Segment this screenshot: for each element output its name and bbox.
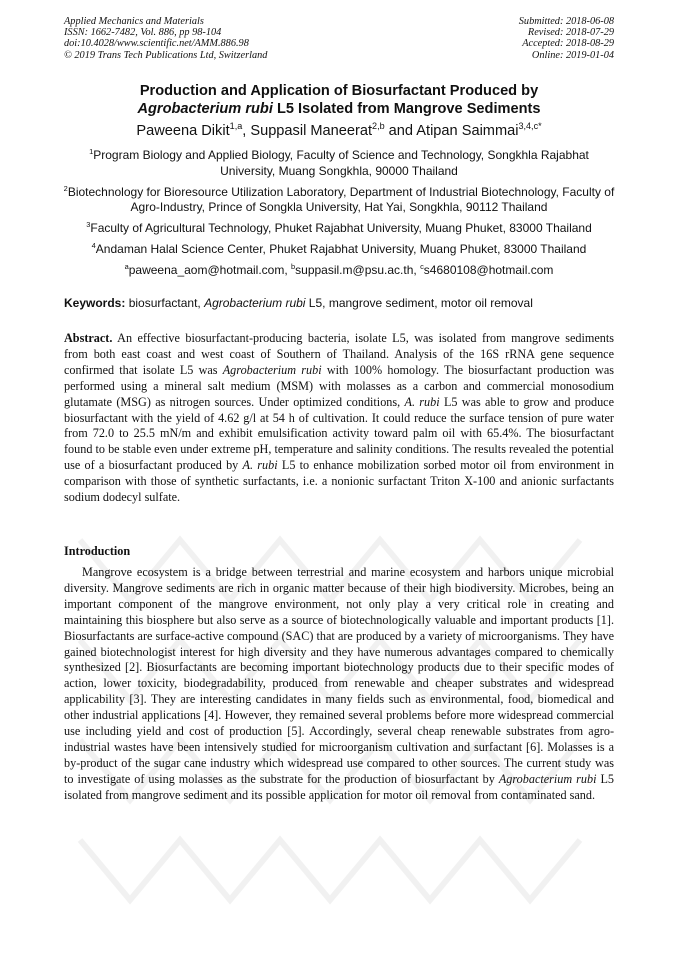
keywords-species: Agrobacterium rubi <box>204 296 306 310</box>
title-species: Agrobacterium rubi <box>137 101 273 117</box>
email-sup: a <box>124 262 129 271</box>
keywords-text: biosurfactant, <box>125 296 205 310</box>
abstract-text: with 100% homology. The biosurfactant production was performed using a mineral salt medium (MSM) with molasses as a carbon and commercial monosodium glutamate (MSG) as nitrogen sources. Under optimized conditions, <box>64 362 614 409</box>
accepted-date: Accepted: 2018-08-29 <box>522 38 614 50</box>
email-sup: c <box>420 262 424 271</box>
affiliation-sup: 2 <box>63 183 68 193</box>
submitted-date: Submitted: 2018-06-08 <box>518 16 614 27</box>
introduction-text: L5 isolated from mangrove sediment and its possible application for motor oil removal from contaminated sand. <box>64 771 614 802</box>
affiliation-text: Faculty of Agricultural Technology, Phuket Rajabhat University, Muang Phuket, 83000 Thailand <box>90 221 592 235</box>
title-line-2 <box>40 100 638 118</box>
author-name: Atipan Saimmai <box>416 123 519 139</box>
keywords-text-rest: L5, mangrove sediment, motor oil removal <box>305 296 533 310</box>
author-sup: 1,a <box>229 121 243 132</box>
affiliation-item <box>60 148 618 179</box>
email-link[interactable]: s4680108@hotmail.com <box>423 263 554 277</box>
journal-info <box>64 16 267 61</box>
publication-dates <box>519 16 614 61</box>
abstract-text: An effective biosurfactant-producing bacteria, isolate L5, was isolated from mangrove sediments from both east coast and west coast of Southern of Thailand. Analysis of the 16S rRNA gene sequence confirmed that isolate L5 was <box>64 331 614 377</box>
author-list <box>40 122 638 140</box>
journal-name: Applied Mechanics and Materials <box>64 16 204 27</box>
affiliation-text: Biotechnology for Bioresource Utilization Laboratory, Department of Industrial Biotechnology, Faculty of Agro-Industry, Prince of Songkla University, Hat Yai, Songkhla, 90112 Thailand <box>67 184 615 214</box>
abstract-species: A. rubi <box>242 458 278 473</box>
affiliation-item <box>60 242 618 258</box>
author-sup: 3,4,c* <box>518 121 542 132</box>
abstract-species: A. rubi <box>404 394 440 409</box>
affiliation-sup: 3 <box>86 220 91 229</box>
introduction-text: Mangrove ecosystem is a bridge between terrestrial and marine ecosystem and harbors unique microbial diversity. Mangrove sediments are rich in organic matter because of their high biodiversity. Microbes, being an important component of the mangrove environment, not only play a very critical role in creating and maintaining this biosphere but also serve as a source of biotechnologically valuable and important products [1]. Biosurfactants are surface-active compound (SAC) that are produced by a variety of microorganisms. They have gained biotechnologist interest for high diversity and they have numerous advantages compared to chemically synthesized [2]. Biosurfactants are becoming important biotechnology products due to their specific modes of action, lower toxicity, biodegradability, produced from renewable and cheaper substrates and widespread applicability [3]. They are interesting candidates in many fields such as environmental, food, biomedical and other industrial applications [4]. However, they remained several problems before more widespread commercial use including yield and cost of production [5]. Accordingly, several cheap renewable substrates from agro-industrial wastes have been intensively studied for microorganism cultivation and surfactant [6]. Molasses is a by-product of the sugar cane industry which widespread use compared to other sources. The current study was to investigate of using molasses as the substrate for the production of biosurfactant by <box>64 565 614 786</box>
email-link[interactable]: suppasil.m@psu.ac.th <box>295 263 414 277</box>
affiliation-text: Andaman Halal Science Center, Phuket Rajabhat University, Muang Phuket, 83000 Thailand <box>95 242 587 256</box>
title-line-1: Production and Application of Biosurfactant Produced by <box>139 83 539 99</box>
author-separator: , <box>242 123 251 139</box>
abstract <box>64 331 614 506</box>
abstract-species: Agrobacterium rubi <box>222 362 322 377</box>
online-date: Online: 2019-01-04 <box>531 49 614 61</box>
revised-date: Revised: 2018-07-29 <box>527 27 614 39</box>
abstract-text: L5 to enhance mobilization sorbed motor oil from environment in comparison with those of synthetic surfactants, i.e. a nonionic surfactant Triton X-100 and anionic surfactants sodium dodecyl sulfate. <box>64 458 614 505</box>
issn-line: ISSN: 1662-7482, Vol. 886, pp 98-104 <box>64 27 222 39</box>
paper-title <box>40 82 638 118</box>
affiliation-sup: 4 <box>91 241 96 250</box>
email-link[interactable]: paweena_aom@hotmail.com <box>128 263 285 277</box>
abstract-label: Abstract. <box>64 331 113 345</box>
author-separator: and <box>384 123 417 139</box>
copyright-line: © 2019 Trans Tech Publications Ltd, Switzerland <box>64 49 268 61</box>
abstract-text: L5 was able to grow and produce biosurfactant with the yield of 4.62 g/l at 54 h of cultivation. It could reduce the surface tension of pure water from 72.0 to 25.5 mN/m and exhibit emulsification activity toward palm oil with 65.4%. The biosurfactant found to be stable even under extreme pH, temperature and salinity conditions. The results revealed the potential use of a biosurfactant produced by <box>64 394 614 473</box>
author-emails <box>60 263 618 279</box>
introduction-species: Agrobacterium rubi <box>498 771 597 786</box>
introduction-body <box>64 565 614 804</box>
author-sup: 2,b <box>372 121 385 132</box>
keywords-label: Keywords: <box>64 296 126 310</box>
email-separator: , <box>413 263 421 277</box>
affiliation-sup: 1 <box>89 147 94 156</box>
title-line-2-rest: L5 Isolated from Mangrove Sediments <box>272 101 541 117</box>
keywords <box>64 296 624 311</box>
doi-line: doi:10.4028/www.scientific.net/AMM.886.98 <box>64 38 249 50</box>
affiliation-text: Program Biology and Applied Biology, Faculty of Science and Technology, Songkhla Rajabhat University, Muang Songkhla, 90000 Thailand <box>93 148 589 178</box>
author-name: Paweena Dikit <box>136 123 230 139</box>
author-name: Suppasil Maneerat <box>250 123 373 139</box>
affiliation-item <box>60 221 618 237</box>
affiliation-item <box>60 185 618 216</box>
email-separator: , <box>284 263 292 277</box>
affiliations <box>60 148 618 279</box>
introduction-heading: Introduction <box>64 544 131 558</box>
email-sup: b <box>291 262 296 271</box>
